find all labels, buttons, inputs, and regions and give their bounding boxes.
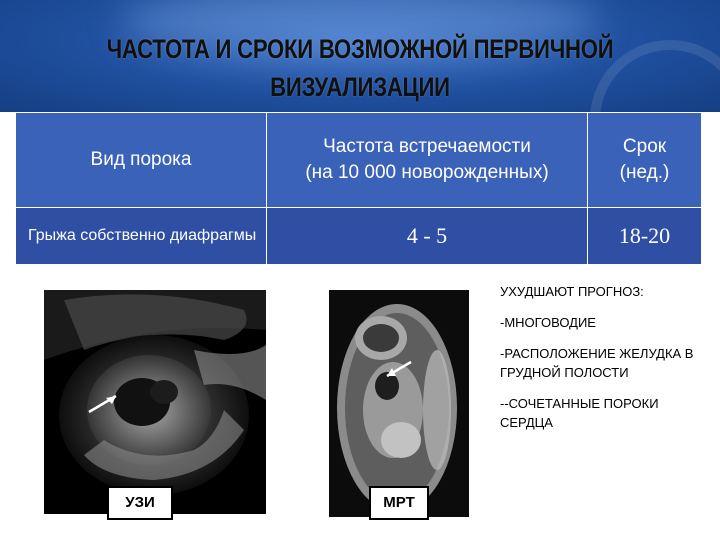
header-frequency-line2: (на 10 000 новорожденных) <box>305 162 549 183</box>
header-frequency <box>267 113 588 208</box>
mri-label: МРТ <box>369 486 429 520</box>
prognosis-notes <box>500 282 710 444</box>
cell-defect: Грыжа собственно диафрагмы <box>16 208 267 265</box>
page-title <box>65 30 655 106</box>
notes-item: --СОЧЕТАННЫЕ ПОРОКИ СЕРДЦА <box>500 396 659 430</box>
mri-image <box>329 290 469 517</box>
notes-heading: УХУДШАЮТ ПРОГНОЗ: <box>500 284 644 299</box>
header-term-line2: (нед.) <box>619 162 670 183</box>
table-row <box>16 208 702 265</box>
cell-term: 18-20 <box>588 208 702 265</box>
table-header-row <box>16 113 702 208</box>
notes-item: -РАСПОЛОЖЕНИЕ ЖЕЛУДКА В ГРУДНОЙ ПОЛОСТИ <box>500 346 694 380</box>
title-line-2: ВИЗУАЛИЗАЦИИ <box>270 72 450 102</box>
ultrasound-graphic <box>44 290 266 514</box>
header-term <box>588 113 702 208</box>
notes-item: -МНОГОВОДИЕ <box>500 315 596 330</box>
ultrasound-image <box>44 290 266 514</box>
mri-graphic <box>329 290 469 517</box>
header-term-line1: Срок <box>622 136 667 157</box>
cell-frequency: 4 - 5 <box>267 208 588 265</box>
header-defect-type: Вид порока <box>16 113 267 208</box>
title-line-1: ЧАСТОТА И СРОКИ ВОЗМОЖНОЙ ПЕРВИЧНОЙ <box>106 34 614 64</box>
header-frequency-line1: Частота встречаемости <box>323 136 531 157</box>
frequency-table <box>15 112 702 265</box>
ultrasound-label: УЗИ <box>107 486 173 520</box>
